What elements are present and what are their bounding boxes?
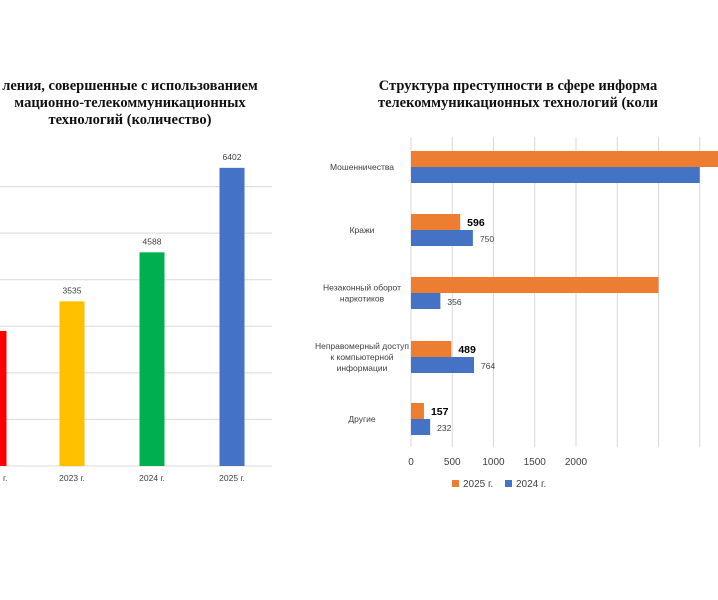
category-label-2-0: Незаконный оборот bbox=[323, 282, 401, 293]
bar-0-3 bbox=[411, 341, 451, 357]
value-label-0-1: 596 bbox=[467, 217, 485, 229]
category-label-0-0: Мошенничества bbox=[329, 162, 395, 172]
legend-swatch-0 bbox=[452, 480, 459, 487]
legend-label-1: 2024 г. bbox=[516, 479, 547, 490]
value-label-1: 3535 bbox=[62, 285, 82, 296]
legend-label-0: 2025 г. bbox=[463, 479, 494, 490]
right-title-line-2: телекоммуникационных технологий (коли bbox=[377, 95, 658, 111]
category-label-3-0: Неправомерный доступ bbox=[314, 341, 410, 351]
legend-swatch-1 bbox=[505, 480, 512, 487]
right-chart-title bbox=[318, 78, 718, 112]
value-label-0-4: 157 bbox=[430, 406, 449, 418]
category-label-4-0: Другие bbox=[348, 414, 376, 424]
value-label-0-3: 489 bbox=[458, 344, 476, 356]
value-label-1-2: 356 bbox=[447, 297, 462, 307]
value-label-1-4: 232 bbox=[437, 423, 452, 433]
bar-0-4 bbox=[411, 403, 424, 419]
x-tick-label-1: 500 bbox=[443, 457, 461, 468]
category-label-0: г. bbox=[3, 473, 8, 483]
value-label-1-1: 750 bbox=[479, 234, 495, 244]
x-tick-label-3: 1500 bbox=[523, 457, 546, 468]
left-title-line-2: мационно-телекоммуникационных bbox=[14, 95, 246, 111]
category-label-2: 2024 г. bbox=[139, 473, 165, 483]
bar-1-1 bbox=[411, 230, 473, 246]
right-title-line-1: Структура преступности в сфере информа bbox=[378, 78, 658, 94]
value-label-1-3: 764 bbox=[481, 361, 496, 371]
bar-1-3 bbox=[411, 357, 474, 373]
category-label-3: 2025 г. bbox=[219, 473, 245, 483]
right-horizontal-bar-chart bbox=[300, 125, 600, 500]
bar-0-2 bbox=[411, 277, 659, 293]
bar-2 bbox=[140, 252, 165, 466]
category-label-2-1: наркотиков bbox=[339, 293, 385, 304]
bar-1 bbox=[60, 301, 85, 466]
left-chart-title bbox=[0, 78, 330, 129]
x-tick-label-2: 1000 bbox=[482, 457, 505, 468]
bar-3 bbox=[220, 168, 245, 466]
bar-0-1 bbox=[411, 214, 460, 230]
bar-1-2 bbox=[411, 293, 440, 309]
bar-1-0 bbox=[411, 167, 700, 183]
left-title-line-3: технологий (количество) bbox=[48, 112, 212, 128]
left-title-line-1: ления, совершенные с использованием bbox=[2, 78, 258, 94]
category-label-3-2: информации bbox=[336, 363, 388, 373]
category-label-1-0: Кражи bbox=[349, 225, 375, 235]
left-bar-chart bbox=[0, 140, 290, 490]
value-label-3: 6402 bbox=[222, 151, 242, 162]
category-label-1: 2023 г. bbox=[59, 473, 85, 483]
value-label-2: 4588 bbox=[142, 236, 162, 247]
bar-0-0 bbox=[411, 151, 718, 167]
bar-0 bbox=[0, 331, 7, 466]
bar-1-4 bbox=[411, 419, 430, 435]
x-tick-label-4: 2000 bbox=[564, 457, 588, 468]
x-tick-label-0: 0 bbox=[408, 457, 414, 468]
category-label-3-1: к компьютерной bbox=[330, 352, 394, 362]
